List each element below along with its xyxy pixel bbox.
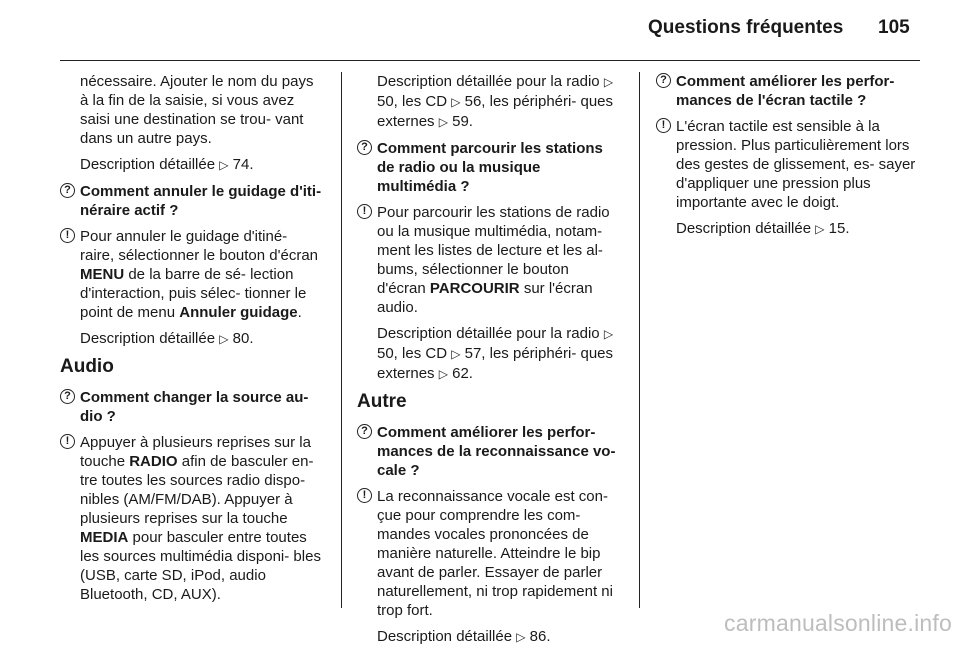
detail-reference: Description détaillée ▷ 74. xyxy=(80,156,254,173)
question-icon: ? xyxy=(60,389,75,404)
detail-reference: Description détaillée ▷ 86. xyxy=(377,628,551,645)
answer-item: ! Pour parcourir les stations de radio ou la musique multimédia, notam- ment les listes de lecture et les al- bums, sélectionner le bouton d'écran PARCOURIR sur l'écran audio. xyxy=(357,203,619,317)
answer-icon: ! xyxy=(60,434,75,449)
detail-reference: Description détaillée ▷ 15. xyxy=(676,220,850,237)
question-item: ? Comment annuler le guidage d'iti- néraire actif ? xyxy=(60,182,322,220)
page-header-title: Questions fréquentes xyxy=(648,17,844,38)
reference-arrow-icon: ▷ xyxy=(603,327,614,341)
question-item: ? Comment parcourir les stations de radio ou la musique multimédia ? xyxy=(357,139,619,196)
reference-arrow-icon: ▷ xyxy=(219,158,229,172)
answer-item: ! Pour annuler le guidage d'itiné- raire, sélectionner le bouton d'écran MENU de la barre de sé- lection d'interaction, puis sélec- tionner le point de menu Annuler guidage. xyxy=(60,227,322,322)
question-icon: ? xyxy=(357,424,372,439)
detail-reference: Description détaillée pour la radio ▷ 50, les CD ▷ 56, les périphéri- ques externes ▷ 59. xyxy=(377,73,614,130)
question-item: ? Comment améliorer les perfor- mances de l'écran tactile ? xyxy=(656,72,918,110)
question-icon: ? xyxy=(357,140,372,155)
reference-arrow-icon: ▷ xyxy=(603,75,614,89)
column-1 xyxy=(60,72,322,611)
page-number: 105 xyxy=(878,17,910,38)
answer-item: ! Appuyer à plusieurs reprises sur la touche RADIO afin de basculer en- tre toutes les sources radio dispo- nibles (AM/FM/DAB). Appuyer à plusieurs reprises sur la touche MEDIA pour basculer entre toutes les sources multimédia disponi- bles (USB, carte SD, iPod, audio Bluetooth, CD, AUX). xyxy=(60,433,322,604)
reference-arrow-icon: ▷ xyxy=(815,222,825,236)
column-divider-left xyxy=(341,72,342,608)
answer-item: ! La reconnaissance vocale est con- çue pour comprendre les com- mandes vocales prononcées de manière naturelle. Atteindre le bip avant de parler. Essayer de parler naturellement, ni trop rapidement ni trop fort. xyxy=(357,487,619,620)
answer-icon: ! xyxy=(357,488,372,503)
watermark: carmanualsonline.info xyxy=(724,610,952,636)
reference-arrow-icon: ▷ xyxy=(451,95,461,109)
reference-arrow-icon: ▷ xyxy=(438,367,448,381)
column-3 xyxy=(656,72,918,246)
paragraph: nécessaire. Ajouter le nom du pays à la fin de la saisie, si vous avez saisi une destination se trou- vant dans un autre pays. xyxy=(80,73,314,147)
question-item: ? Comment améliorer les perfor- mances de la reconnaissance vo- cale ? xyxy=(357,423,619,480)
question-icon: ? xyxy=(60,183,75,198)
section-title-audio: Audio xyxy=(60,356,114,377)
reference-arrow-icon: ▷ xyxy=(438,115,448,129)
header-divider xyxy=(60,60,920,61)
column-divider-right xyxy=(639,72,640,608)
answer-icon: ! xyxy=(357,204,372,219)
detail-reference: Description détaillée pour la radio ▷ 50, les CD ▷ 57, les périphéri- ques externes ▷ 62. xyxy=(377,325,614,382)
reference-arrow-icon: ▷ xyxy=(516,630,526,644)
question-icon: ? xyxy=(656,73,671,88)
question-item: ? Comment changer la source au- dio ? xyxy=(60,388,322,426)
column-2 xyxy=(357,72,619,654)
answer-icon: ! xyxy=(656,118,671,133)
reference-arrow-icon: ▷ xyxy=(451,347,461,361)
answer-icon: ! xyxy=(60,228,75,243)
answer-item: ! L'écran tactile est sensible à la pression. Plus particulièrement lors des gestes de glissement, es- sayer d'appliquer une pression plus importante avec le doigt. xyxy=(656,117,918,212)
section-title-autre: Autre xyxy=(357,391,407,412)
detail-reference: Description détaillée ▷ 80. xyxy=(80,330,254,347)
reference-arrow-icon: ▷ xyxy=(219,332,229,346)
